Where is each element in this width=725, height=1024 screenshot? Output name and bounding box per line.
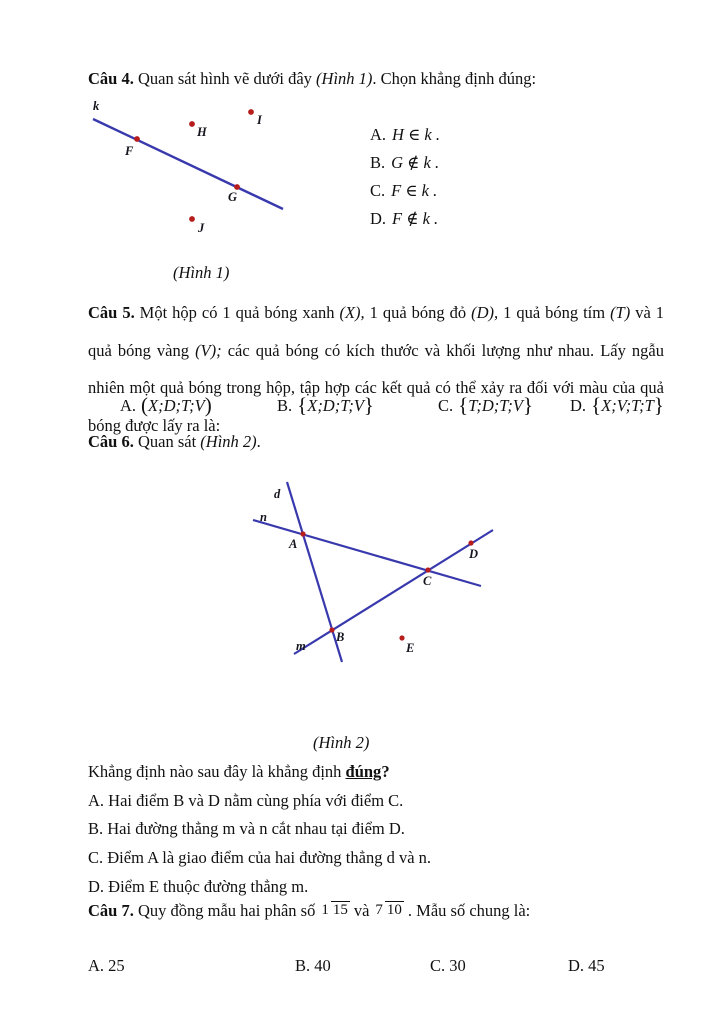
line-n — [253, 520, 481, 586]
q6-figure-ref: (Hình 2) — [200, 432, 257, 451]
q6-question — [88, 758, 431, 787]
q5-option-c-body: T;D;T;V — [468, 396, 523, 415]
q4-options — [370, 121, 440, 233]
q4-option-b — [370, 149, 440, 177]
line-m — [294, 530, 493, 654]
q4-figure-ref: (Hình 1) — [316, 69, 373, 88]
q4-option-d — [370, 205, 440, 233]
q6-label: Câu 6. — [88, 432, 134, 451]
point-F-dot — [134, 136, 140, 142]
q7-option-b: B. 40 — [295, 956, 331, 975]
q5-option-d-body: X;V;T;T — [601, 396, 654, 415]
line-k — [93, 119, 283, 209]
q5-option-c-open: { — [458, 393, 469, 417]
point-B-dot — [329, 627, 334, 632]
q5-option-b-body: X;D;T;V — [307, 396, 364, 415]
q4-option-d-math: F ∉ k . — [392, 209, 439, 228]
point-H-dot — [189, 121, 195, 127]
q5-var-v: (V); — [195, 340, 222, 360]
q5-option-b-label: B. — [277, 396, 293, 415]
figure1-caption: (Hình 1) — [173, 263, 230, 282]
line-k-label: k — [93, 99, 100, 113]
point-D-dot — [468, 540, 473, 545]
q6-statements — [88, 758, 431, 902]
point-H-label: H — [197, 125, 207, 139]
point-A-label: A — [289, 537, 298, 551]
q5-option-a-open: ( — [141, 393, 149, 417]
q6-question-mark: ? — [381, 762, 390, 781]
q5-option-c-label: C. — [438, 396, 454, 415]
line-m-label: m — [296, 639, 306, 653]
q7-fraction-1 — [319, 902, 350, 919]
q4-heading — [88, 69, 536, 89]
point-D-label: D — [469, 547, 479, 561]
q4-option-c-label: C. — [370, 181, 386, 200]
q4-outro: . Chọn khẳng định đúng: — [372, 69, 537, 88]
q7-label: Câu 7. — [88, 901, 134, 920]
q6-outro: . — [256, 432, 261, 451]
q6-statement-c: C. Điểm A là giao điểm của hai đường thẳng d và n. — [88, 848, 432, 868]
q5-text-2: 1 quả bóng đỏ — [364, 303, 472, 322]
q5-text-5: các quả bóng có kích thước và khối lượng như nhau. Lấy ngẫu nhiên một quả bóng trong hộp, tập hợp các kết quả có thể xảy ra đối với màu của quả bóng được lấy ra là: — [88, 340, 664, 435]
q5-option-b-close: } — [363, 393, 374, 417]
figure-2 — [245, 473, 505, 673]
q5-option-a-label: A. — [120, 396, 137, 415]
line-n-label: n — [260, 510, 267, 524]
q7-heading — [88, 901, 530, 921]
q4-option-a-math: H ∈ k . — [392, 125, 440, 144]
line-d-label: d — [274, 487, 281, 501]
point-C-label: C — [423, 574, 432, 588]
q5-option-d-close: } — [653, 393, 664, 417]
q5-var-d: (D), — [471, 303, 499, 322]
point-A-dot — [300, 531, 305, 536]
point-J-label: J — [198, 221, 205, 235]
q4-option-a-label: A. — [370, 125, 387, 144]
q5-option-a — [120, 392, 212, 417]
q5-text-1: Một hộp có 1 quả bóng xanh — [134, 303, 340, 322]
q7-intro: Quy đồng mẫu hai phân số — [133, 901, 316, 920]
point-G-label: G — [228, 190, 238, 204]
point-C-dot — [425, 567, 430, 572]
point-I-dot — [248, 109, 254, 115]
figure-1 — [85, 95, 300, 237]
q5-var-x: (X), — [339, 303, 365, 322]
q4-label: Câu 4. — [88, 69, 134, 88]
q4-option-d-label: D. — [370, 209, 387, 228]
q5-option-d-label: D. — [570, 396, 587, 415]
q5-option-b — [277, 392, 374, 417]
q4-option-b-label: B. — [370, 153, 386, 172]
q6-intro: Quan sát — [133, 432, 201, 451]
q6-question-pre: Khẳng định nào sau đây là khẳng định — [88, 762, 346, 781]
q7-option-a: A. 25 — [88, 956, 125, 975]
q5-var-t: (T) — [610, 303, 631, 322]
point-F-label: F — [125, 144, 134, 158]
q6-question-emph: đúng — [345, 762, 382, 781]
figure2-caption: (Hình 2) — [313, 733, 370, 752]
q5-option-d-open: { — [591, 393, 602, 417]
point-I-label: I — [257, 113, 262, 127]
q7-fraction-2 — [373, 902, 404, 919]
point-J-dot — [189, 216, 195, 222]
q5-label: Câu 5. — [88, 303, 135, 322]
q7-option-c: C. 30 — [430, 956, 466, 975]
q5-paragraph — [88, 294, 664, 444]
q6-statement-a: A. Hai điểm B và D nằm cùng phía với điểm C. — [88, 790, 404, 810]
q5-option-b-open: { — [297, 393, 308, 417]
q4-intro: Quan sát hình vẽ dưới đây — [133, 69, 317, 88]
q7-fraction-2-numerator: 7 — [375, 901, 383, 918]
q5-text-4: và 1 quả bóng vàng — [88, 303, 665, 360]
line-d — [287, 482, 345, 662]
point-E-label: E — [406, 641, 415, 655]
q5-option-d — [570, 392, 664, 417]
q7-fraction-1-denominator: 15 — [332, 901, 348, 918]
q5-option-c — [438, 392, 533, 417]
q5-option-a-close: ) — [204, 393, 212, 417]
q4-option-c — [370, 177, 440, 205]
q4-option-c-math: F ∈ k . — [391, 181, 438, 200]
q5-option-c-close: } — [522, 393, 534, 417]
q5-option-a-body: X;D;T;V — [148, 396, 205, 415]
q6-statement-b: B. Hai đường thẳng m và n cắt nhau tại điểm D. — [88, 819, 405, 839]
point-B-label: B — [336, 630, 345, 644]
q4-option-a — [370, 121, 440, 149]
point-E-dot — [399, 635, 404, 640]
q7-outro: . Mẫu số chung là: — [407, 901, 531, 920]
q7-fraction-2-denominator: 10 — [386, 901, 402, 918]
q7-option-d: D. 45 — [568, 956, 605, 975]
q7-fraction-1-numerator: 1 — [321, 901, 329, 918]
q6-heading — [88, 432, 261, 452]
q4-option-b-math: G ∉ k . — [391, 153, 440, 172]
q6-statement-d: D. Điểm E thuộc đường thẳng m. — [88, 876, 309, 896]
q5-text-3: 1 quả bóng tím — [498, 303, 611, 322]
q7-mid: và — [353, 901, 370, 920]
